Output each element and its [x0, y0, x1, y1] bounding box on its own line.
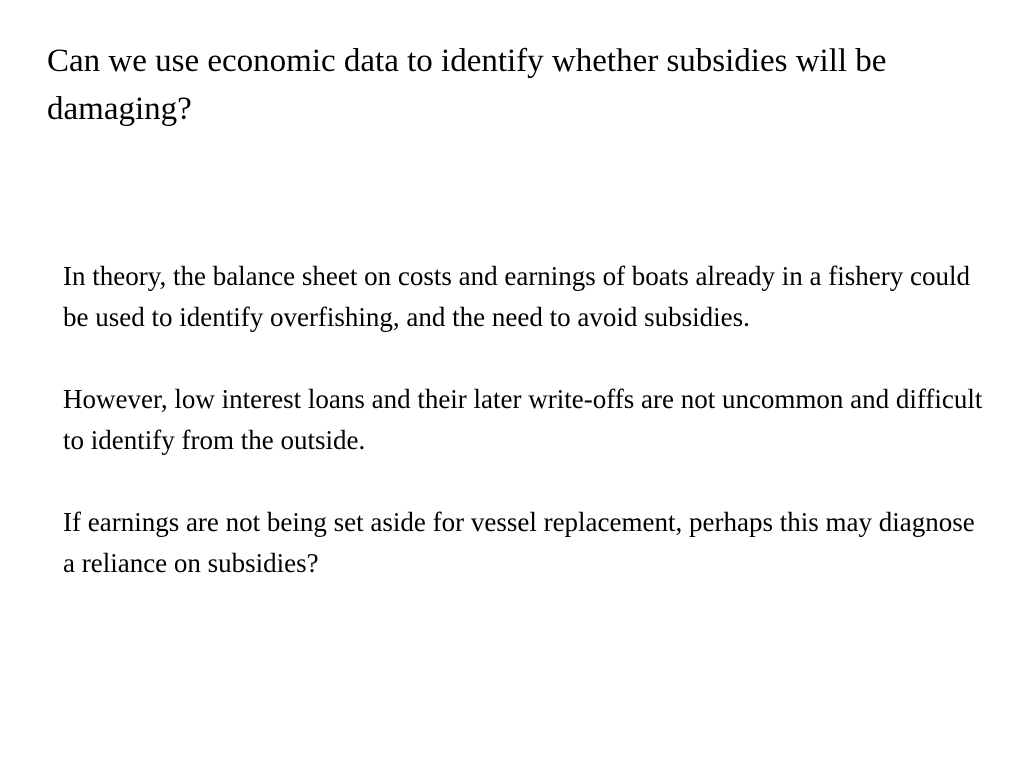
slide-title: Can we use economic data to identify whether subsidies will be damaging?	[47, 43, 887, 127]
slide-body	[63, 256, 988, 625]
body-paragraph-loans: However, low interest loans and their later write-offs are not uncommon and difficult to identify from the outside.	[63, 384, 983, 455]
body-paragraph-replacement: If earnings are not being set aside for vessel replacement, perhaps this may diagnose a reliance on subsidies?	[63, 507, 975, 578]
body-paragraph-theory: In theory, the balance sheet on costs and earnings of boats already in a fishery could be used to identify overfishing, and the need to avoid subsidies.	[63, 261, 970, 332]
